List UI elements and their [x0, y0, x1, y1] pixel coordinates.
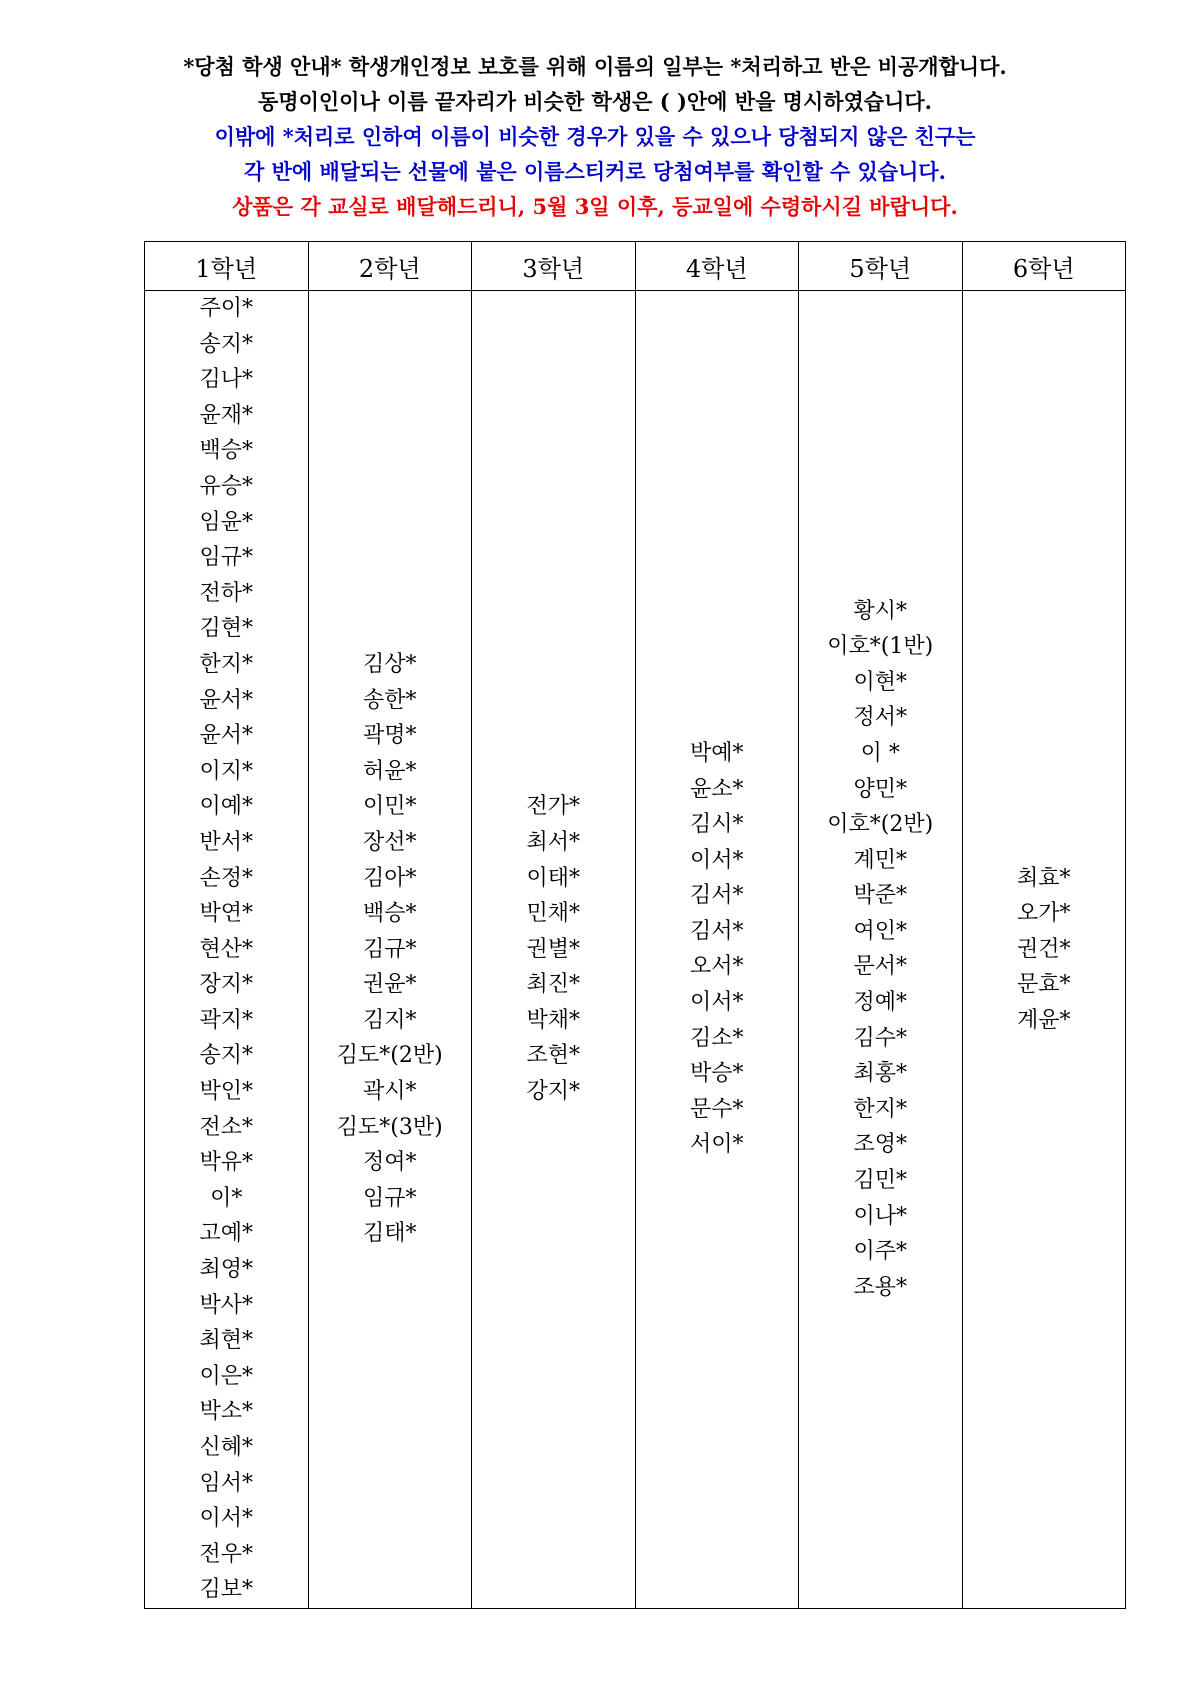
winner-name: 김상* — [362, 651, 417, 677]
winner-name: 현산* — [199, 936, 253, 962]
winner-name: 이서* — [689, 847, 744, 873]
notice-line-delivery: 상품은 각 교실로 배달해드리니, 5월 3일 이후, 등교일에 수령하시길 바랍니다. — [232, 194, 958, 219]
grade-5-names — [799, 594, 962, 1306]
winner-name: 박연* — [199, 901, 253, 927]
winner-name: 백승* — [362, 901, 417, 927]
winner-name: 송지* — [199, 331, 253, 357]
grade-3-header: 3학년 — [472, 242, 636, 291]
winner-name: 최홍* — [853, 1061, 907, 1087]
winner-name: 김나* — [199, 367, 253, 393]
winner-name: 장지* — [199, 972, 253, 998]
winner-name: 이나* — [853, 1203, 907, 1229]
winner-name: 박승* — [689, 1061, 744, 1087]
winner-name: 전가* — [526, 794, 580, 820]
grade-3-names — [472, 789, 635, 1109]
winner-name: 정여* — [362, 1150, 417, 1176]
winner-name: 김시* — [689, 812, 744, 838]
winner-name: 권별* — [526, 936, 580, 962]
winner-name: 김수* — [853, 1025, 907, 1051]
winner-name: 윤서* — [199, 687, 253, 713]
winner-name: 여인* — [853, 918, 907, 944]
winner-name: 송지* — [199, 1043, 253, 1069]
grade-1-cell — [145, 291, 309, 1609]
winner-name: 김소* — [689, 1025, 744, 1051]
winner-name: 윤서* — [199, 723, 253, 749]
winner-name: 문서* — [853, 954, 907, 980]
winner-name: 문수* — [689, 1096, 744, 1122]
winner-name: 이은* — [199, 1363, 253, 1389]
winner-name: 강지* — [526, 1079, 580, 1105]
winner-name: 임서* — [199, 1470, 253, 1496]
winners-table — [144, 241, 1126, 1609]
winner-notice — [0, 49, 1190, 224]
winner-name: 유승* — [199, 473, 253, 499]
winner-name: 양민* — [853, 776, 907, 802]
winner-name: 이주* — [853, 1239, 907, 1265]
winner-name: 김민* — [853, 1168, 907, 1194]
winner-name: 전하* — [199, 580, 253, 606]
winner-name: 전우* — [199, 1541, 253, 1567]
winner-name: 정서* — [853, 705, 907, 731]
winner-name: 최효* — [1016, 865, 1071, 891]
winner-name: 윤재* — [199, 402, 253, 428]
winner-name: 이호*(2반) — [827, 812, 934, 838]
winner-name: 이민* — [362, 794, 417, 820]
grade-6-header: 6학년 — [962, 242, 1126, 291]
winner-name: 조용* — [853, 1274, 907, 1300]
winner-name: 조현* — [526, 1043, 580, 1069]
winner-name: 최영* — [199, 1257, 253, 1283]
winner-name: 김도*(3반) — [336, 1114, 443, 1140]
winner-name: 박준* — [853, 883, 907, 909]
winner-name: 손정* — [199, 865, 253, 891]
winner-name: 김지* — [362, 1007, 417, 1033]
winner-name: 임규* — [199, 545, 253, 571]
notice-line-privacy: *당첨 학생 안내* 학생개인정보 보호를 위해 이름의 일부는 *처리하고 반은 비공개합니다. — [183, 54, 1007, 79]
winner-name: 김태* — [362, 1221, 417, 1247]
winner-name: 박사* — [199, 1292, 253, 1318]
winner-name: 곽명* — [362, 723, 417, 749]
grade-2-header: 2학년 — [308, 242, 472, 291]
winner-names-row — [145, 291, 1126, 1609]
winner-name: 한지* — [853, 1096, 907, 1122]
winner-name: 임규* — [362, 1185, 417, 1211]
winner-name: 박인* — [199, 1079, 253, 1105]
winner-name: 이예* — [199, 794, 253, 820]
grade-5-header: 5학년 — [799, 242, 963, 291]
winner-name: 최현* — [199, 1328, 253, 1354]
notice-line-similar-name: 이밖에 *처리로 인하여 이름이 비슷한 경우가 있을 수 있으나 당첨되지 않은 친구는 — [214, 124, 976, 149]
grade-2-cell — [308, 291, 472, 1609]
winner-name: 황시* — [853, 598, 907, 624]
winner-name: 윤소* — [689, 776, 744, 802]
winner-name: 문효* — [1016, 972, 1071, 998]
winner-name: 권건* — [1016, 936, 1071, 962]
winner-name: 김서* — [689, 918, 744, 944]
winner-name: 이지* — [199, 758, 253, 784]
winner-name: 김현* — [199, 616, 253, 642]
winner-name: 김아* — [362, 865, 417, 891]
winner-name: 계윤* — [1016, 1007, 1071, 1033]
notice-line-sticker: 각 반에 배달되는 선물에 붙은 이름스티커로 당첨여부를 확인할 수 있습니다. — [244, 159, 946, 184]
winner-name: 이서* — [689, 990, 744, 1016]
winner-name: 곽지* — [199, 1007, 253, 1033]
winner-name: 민채* — [526, 901, 580, 927]
grade-4-names — [636, 736, 799, 1163]
winner-name: 백승* — [199, 438, 253, 464]
winner-name: 반서* — [199, 829, 253, 855]
winner-name: 최서* — [526, 829, 580, 855]
winner-name: 정예* — [853, 990, 907, 1016]
grade-6-cell — [962, 291, 1126, 1609]
winner-name: 이호*(1반) — [827, 634, 934, 660]
grade-6-names — [963, 861, 1126, 1039]
winner-name: 박소* — [199, 1399, 253, 1425]
grade-3-cell — [472, 291, 636, 1609]
winner-name: 오가* — [1016, 901, 1071, 927]
winner-name: 이현* — [853, 669, 907, 695]
winner-name: 주이* — [199, 296, 253, 321]
grade-4-cell — [635, 291, 799, 1609]
winner-name: 이서* — [199, 1506, 253, 1532]
notice-line-same-name: 동명이인이나 이름 끝자리가 비슷한 학생은 ( )안에 반을 명시하였습니다. — [258, 89, 932, 114]
winner-name: 김서* — [689, 883, 744, 909]
grade-4-header: 4학년 — [635, 242, 799, 291]
winner-name: 곽시* — [362, 1079, 417, 1105]
winner-name: 이 * — [860, 740, 900, 766]
winner-name: 조영* — [853, 1132, 907, 1158]
winner-name: 김보* — [199, 1577, 253, 1603]
winner-name: 신혜* — [199, 1435, 253, 1460]
winner-name: 계민* — [853, 847, 907, 873]
winner-name: 이* — [210, 1185, 243, 1211]
winner-name: 박채* — [526, 1007, 580, 1033]
winner-name: 허윤* — [362, 758, 417, 784]
winner-name: 오서* — [689, 954, 744, 980]
winner-name: 박예* — [689, 740, 744, 766]
winner-name: 전소* — [199, 1114, 253, 1140]
winner-name: 김규* — [362, 936, 417, 962]
grade-5-cell — [799, 291, 963, 1609]
winner-name: 서이* — [689, 1132, 744, 1158]
winner-name: 김도*(2반) — [336, 1043, 443, 1069]
grade-1-header: 1학년 — [145, 242, 309, 291]
winner-name: 박유* — [199, 1150, 253, 1176]
winner-name: 송한* — [362, 687, 417, 713]
winner-name: 임윤* — [199, 509, 253, 535]
winner-name: 한지* — [199, 651, 253, 677]
winner-name: 최진* — [526, 972, 580, 998]
winner-name: 이태* — [526, 865, 580, 891]
winner-name: 권윤* — [362, 972, 417, 998]
winner-name: 장선* — [362, 829, 417, 855]
grade-1-names — [145, 291, 308, 1608]
grade-2-names — [309, 647, 472, 1252]
winner-name: 고예* — [199, 1221, 253, 1247]
grade-header-row — [145, 242, 1126, 291]
